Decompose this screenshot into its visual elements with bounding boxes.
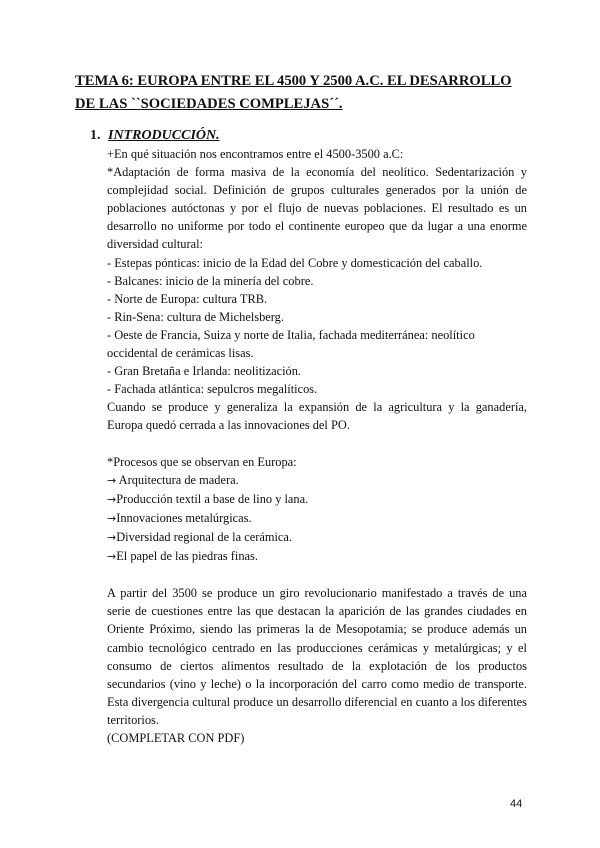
page-number: 44 (510, 798, 523, 810)
arrow-icon: → (107, 473, 117, 487)
process-text: Innovaciones metalúrgicas. (116, 510, 252, 525)
region-item: - Gran Bretaña e Irlanda: neolitización. (107, 364, 302, 379)
paragraph-gap (107, 435, 527, 453)
arrow-icon: → (107, 530, 117, 544)
section-heading (90, 127, 220, 144)
process-item (107, 471, 527, 490)
process-text: Arquitectura de madera. (116, 472, 239, 487)
arrow-icon: → (107, 550, 117, 564)
final-paragraph: A partir del 3500 se produce un giro revolucionario manifestado a través de una serie de cuestiones entre las que destacan la aparición de las grandes ciudades en Oriente Próximo, siendo las primeras la de Mesopotamia; se produce además un cambio tecnológico centrado en las producciones cerámicas y metalúrgicas; y el consumo de ciertos alimentos resultado de la explotación de los productos secundarios (vino y leche) o la incorporación del carro como medio de transporte. Esta divergencia cultural produce un desarrollo diferencial en cuanto a los diferentes territorios. (107, 586, 527, 727)
region-item: - Oeste de Francia, Suiza y norte de Italia, fachada mediterránea: neolítico occidental de cerámicas lisas. (107, 327, 475, 361)
section-heading-text: INTRODUCCIÓN. (108, 128, 220, 143)
region-item: - Balcanes: inicio de la minería del cobre. (107, 273, 314, 288)
adaptation-paragraph: *Adaptación de forma masiva de la economía del neolítico. Sedentarización y complejidad social. Definición de grupos culturales generados por la unión de poblaciones autóctonas y por el flujo de nuevas poblaciones. El resultado es un desarrollo no uniforme por todo el continente europeo que da lugar a una enorme diversidad cultural: (107, 165, 527, 252)
region-item: - Fachada atlántica: sepulcros megalíticos. (107, 382, 318, 397)
process-text: El papel de las piedras finas. (116, 549, 258, 564)
page-title: TEMA 6: EUROPA ENTRE EL 4500 Y 2500 A.C. EL DESARROLLO DE LAS ``SOCIEDADES COMPLEJAS´´. (75, 73, 512, 112)
processes-heading: *Procesos que se observan en Europa: (107, 454, 297, 469)
document-body (107, 145, 527, 747)
region-item: - Rin-Sena: cultura de Michelsberg. (107, 309, 284, 324)
region-item: - Norte de Europa: cultura TRB. (107, 291, 268, 306)
process-item (107, 490, 527, 509)
process-item (107, 509, 527, 528)
arrow-icon: → (107, 492, 117, 506)
paragraph-gap (107, 566, 527, 584)
process-item (107, 547, 527, 566)
arrow-icon: → (107, 511, 117, 525)
section-number: 1. (90, 128, 101, 143)
question-line: +En qué situación nos encontramos entre el 4500-3500 a.C: (107, 147, 404, 161)
process-text: Diversidad regional de la cerámica. (116, 529, 293, 544)
completion-note: (COMPLETAR CON PDF) (107, 731, 245, 745)
process-text: Producción textil a base de lino y lana. (116, 491, 309, 506)
region-item: - Estepas pónticas: inicio de la Edad del Cobre y domesticación del caballo. (107, 255, 483, 270)
closing-paragraph: Cuando se produce y generaliza la expansión de la agricultura y la ganadería, Europa quedó cerrada a las innovaciones del PO. (107, 400, 527, 433)
process-item (107, 528, 527, 547)
